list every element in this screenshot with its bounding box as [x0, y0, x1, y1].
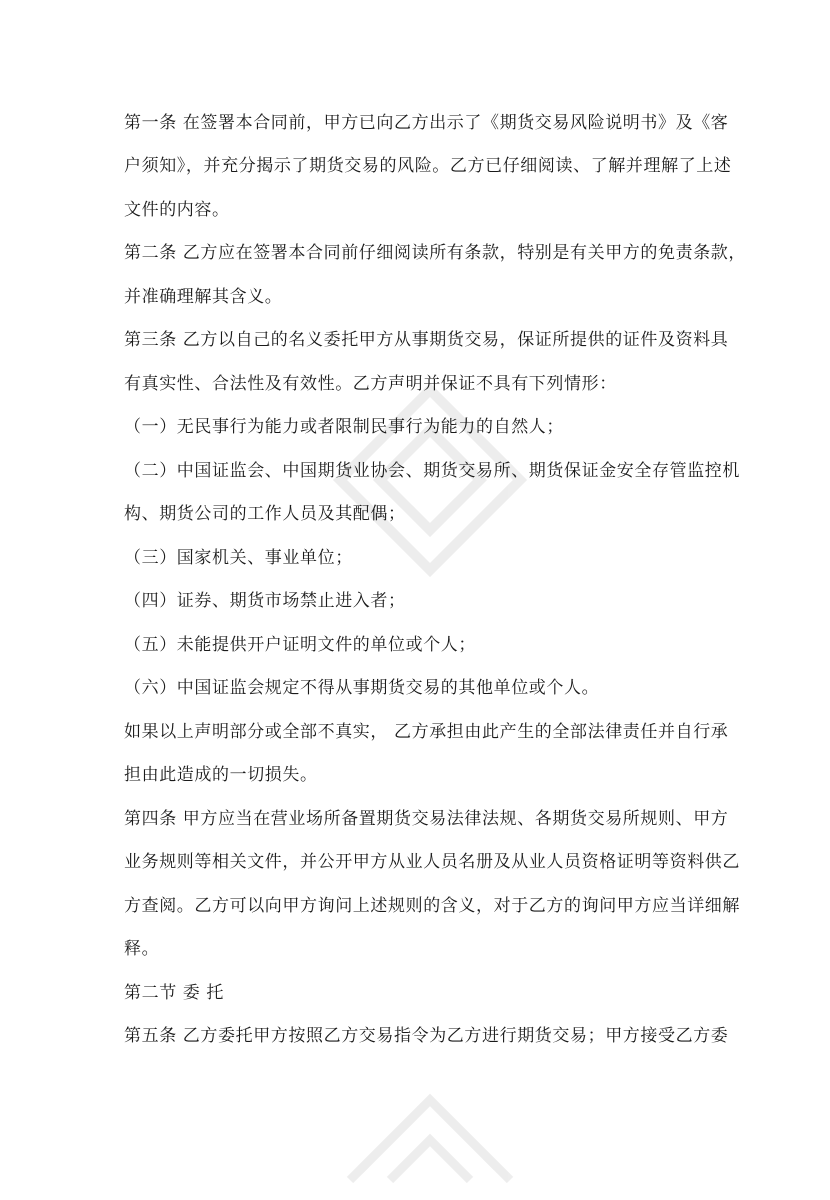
- list-item: （四）证券、期货市场禁止进入者；: [124, 591, 406, 611]
- text-line: 文件的内容。: [124, 200, 230, 220]
- text-line: 第一条 在签署本合同前，甲方已向乙方出示了《期货交易风险说明书》及《客: [124, 113, 729, 133]
- text-line: 释。: [124, 939, 160, 959]
- list-item: （五）未能提供开户证明文件的单位或个人；: [124, 635, 476, 655]
- watermark-logo-bottom: [330, 1060, 530, 1200]
- list-item: （二）中国证监会、中国期货业协会、期货交易所、期货保证金安全存管监控机: [124, 461, 740, 481]
- section-heading: 第二节 委 托: [124, 983, 225, 1003]
- text-line: 第四条 甲方应当在营业场所备置期货交易法律法规、各期货交易所规则、甲方: [124, 809, 729, 829]
- text-line: 有真实性、合法性及有效性。乙方声明并保证不具有下列情形：: [124, 374, 617, 394]
- list-item: （三）国家机关、事业单位；: [124, 548, 353, 568]
- text-line: 第三条 乙方以自己的名义委托甲方从事期货交易，保证所提供的证件及资料具: [124, 330, 729, 350]
- text-line: 第二条 乙方应在签署本合同前仔细阅读所有条款，特别是有关甲方的免责条款，: [124, 243, 747, 263]
- text-line: 并准确理解其含义。: [124, 287, 283, 307]
- text-line: 如果以上声明部分或全部不真实， 乙方承担由此产生的全部法律责任并自行承: [124, 722, 729, 742]
- text-line: 担由此造成的一切损失。: [124, 765, 318, 785]
- text-line: 业务规则等相关文件，并公开甲方从业人员名册及从业人员资格证明等资料供乙: [124, 852, 740, 872]
- text-line: 第五条 乙方委托甲方按照乙方交易指令为乙方进行期货交易；甲方接受乙方委: [124, 1026, 729, 1046]
- text-line: 构、期货公司的工作人员及其配偶；: [124, 504, 406, 524]
- text-line: 方查阅。乙方可以向甲方询问上述规则的含义，对于乙方的询问甲方应当详细解: [124, 896, 740, 916]
- list-item: （一）无民事行为能力或者限制民事行为能力的自然人；: [124, 417, 564, 437]
- text-line: 户须知》，并充分揭示了期货交易的风险。乙方已仔细阅读、了解并理解了上述: [124, 156, 732, 176]
- list-item: （六）中国证监会规定不得从事期货交易的其他单位或个人。: [124, 678, 600, 698]
